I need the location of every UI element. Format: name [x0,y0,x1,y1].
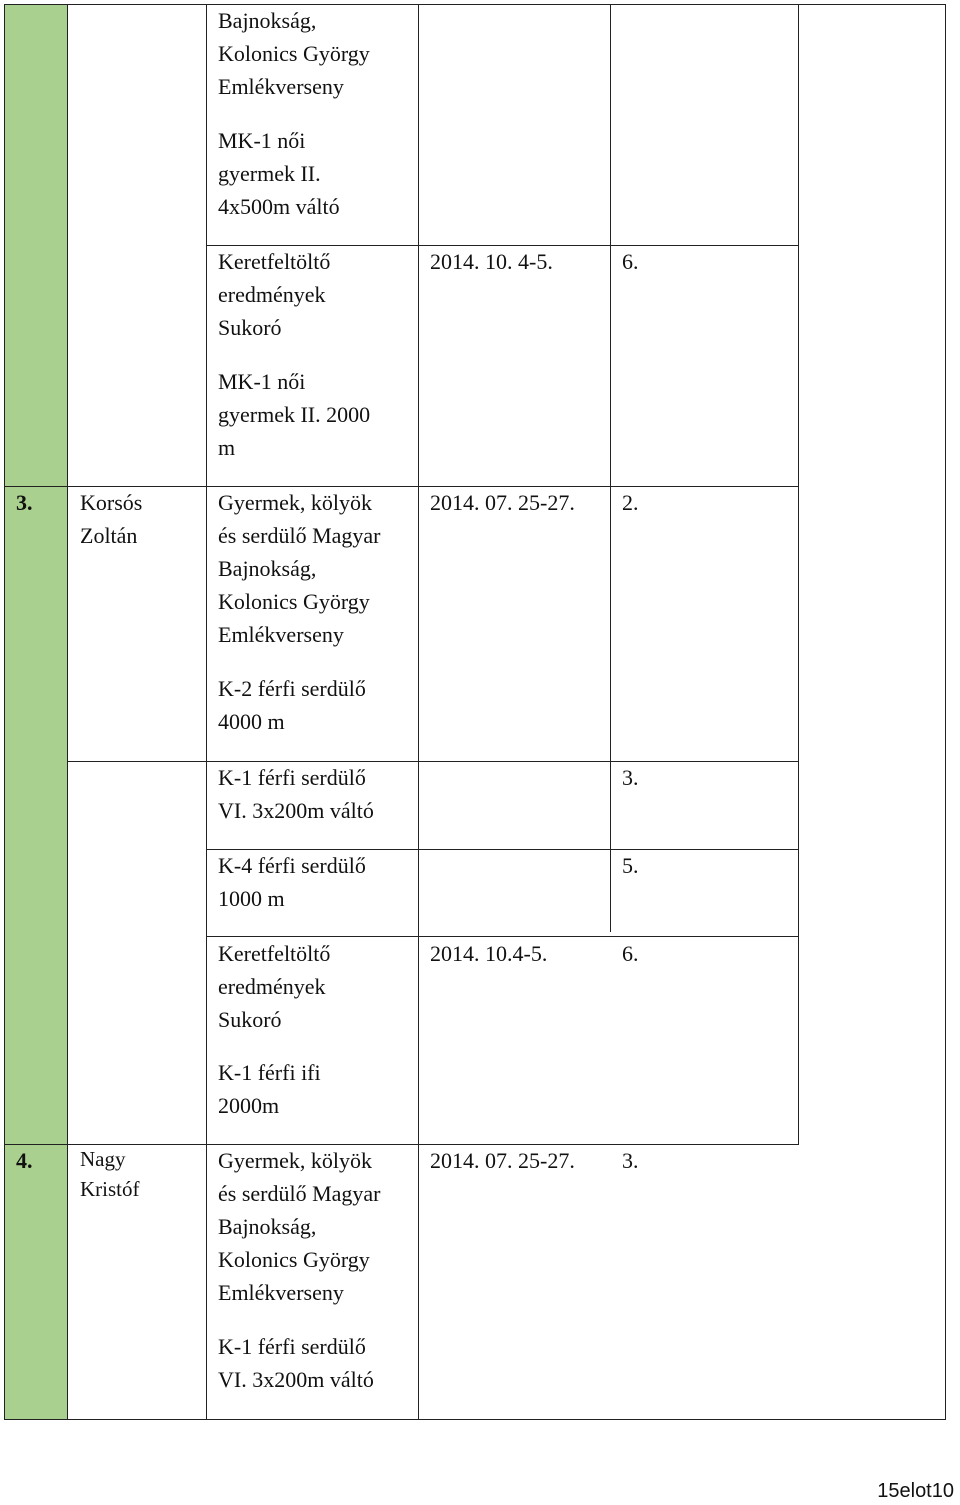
place-cell: 3. [622,1148,639,1173]
table-border-top [4,4,946,5]
page-footer-code: 15elot10 [877,1480,954,1502]
event-cell: MK-1 női gyermek II. 4x500m váltó [218,128,340,219]
event-cell: K-1 férfi serdülő VI. 3x200m váltó [218,1334,374,1392]
place-cell: 6. [622,249,639,274]
table-border-right [945,4,946,1420]
table-border-bottom [4,1419,946,1420]
date-cell: 2014. 07. 25-27. [430,1148,575,1173]
name-cell: Nagy Kristóf [80,1147,140,1201]
column-divider-4 [610,4,611,932]
place-cell: 5. [622,853,639,878]
date-cell: 2014. 10.4-5. [430,941,548,966]
place-cell: 2. [622,490,639,515]
event-cell: MK-1 női gyermek II. 2000 m [218,369,371,460]
event-cell: Keretfeltöltő eredmények Sukoró [218,941,331,1032]
column-divider-2 [206,4,207,1420]
place-cell: 3. [622,765,639,790]
rank-cell: 4. [16,1148,33,1173]
name-cell: Korsós Zoltán [80,490,143,548]
table-border-left [4,4,5,1420]
event-cell: K-4 férfi serdülő 1000 m [218,853,366,911]
event-cell: K-2 férfi serdülő 4000 m [218,676,366,734]
row-divider [67,761,799,762]
date-cell: 2014. 07. 25-27. [430,490,575,515]
rank-column-fill [4,4,67,1419]
column-divider-5 [798,4,799,1144]
rank-cell: 3. [16,490,33,515]
column-divider-3 [418,4,419,1420]
column-divider-1 [67,4,68,1420]
event-cell: K-1 férfi serdülő VI. 3x200m váltó [218,765,374,823]
event-cell: K-1 férfi ifi 2000m [218,1060,321,1118]
event-cell: Bajnokság, Kolonics György Emlékverseny [218,8,370,99]
event-cell: Gyermek, kölyök és serdülő Magyar Bajnokság, Kolonics György Emlékverseny [218,490,381,647]
event-cell: Keretfeltöltő eredmények Sukoró [218,249,331,340]
place-cell: 6. [622,941,639,966]
event-cell: Gyermek, kölyök és serdülő Magyar Bajnokság, Kolonics György Emlékverseny [218,1148,381,1305]
date-cell: 2014. 10. 4-5. [430,249,553,274]
